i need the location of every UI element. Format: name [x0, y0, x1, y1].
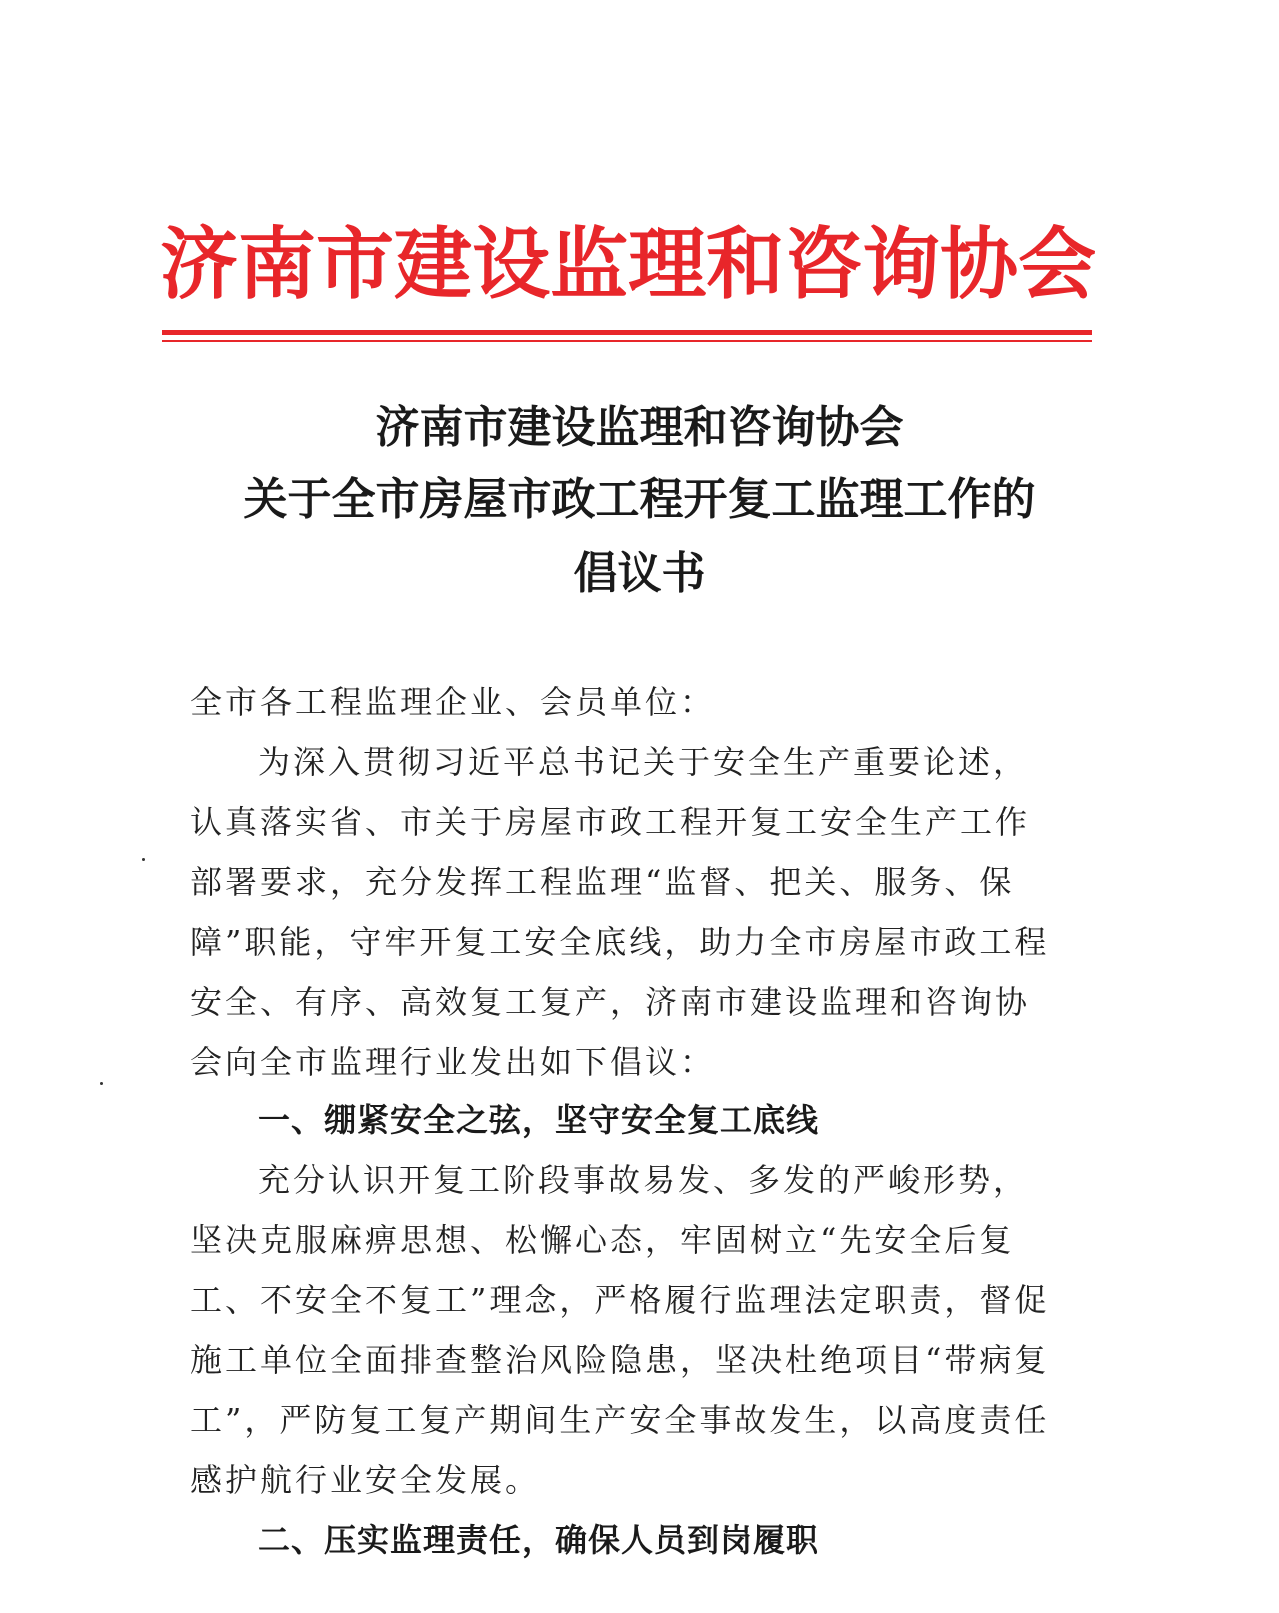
masthead-char: 监: [550, 219, 629, 310]
paragraph-intro: 为深入贯彻习近平总书记关于安全生产重要论述，认真落实省、市关于房屋市政工程开复工安全生产工作部署要求，充分发挥工程监理“监督、把关、服务、保障”职能，守牢开复工安全底线，助力全市房屋市政工程安全、有序、高效复工复产，济南市建设监理和咨询协会向全市监理行业发出如下倡议：: [190, 743, 1050, 1081]
masthead-char: 和: [706, 219, 785, 310]
paragraph-section-1: 充分认识开复工阶段事故易发、多发的严峻形势，坚决克服麻痹思想、松懈心态，牢固树立“先安全后复工、不安全不复工”理念，严格履行监理法定职责，督促施工单位全面排查整治风险隐患，坚决杜绝项目“带病复工”，严防复工复产期间生产安全事故发生，以高度责任感护航行业安全发展。: [190, 1161, 1050, 1499]
scan-speck: [100, 1082, 103, 1085]
masthead-char: 建: [394, 219, 473, 310]
masthead-char: 济: [160, 219, 239, 310]
masthead-char: 南: [238, 219, 317, 310]
document-title-line-2: 关于全市房屋市政工程开复工监理工作的: [243, 474, 1036, 525]
masthead-char: 会: [1018, 219, 1097, 310]
section-heading-1: 一、绷紧安全之弦，坚守安全复工底线: [258, 1101, 820, 1139]
masthead-char: 询: [862, 219, 941, 310]
masthead-divider-thick: [162, 330, 1092, 335]
masthead-char: 市: [316, 219, 395, 310]
section-heading-2: 二、压实监理责任，确保人员到岗履职: [258, 1521, 820, 1559]
document-title-line-3: 倡议书: [573, 548, 706, 599]
masthead-char: 设: [472, 219, 551, 310]
masthead-char: 协: [940, 219, 1019, 310]
masthead-divider-thin: [162, 340, 1092, 342]
masthead-char: 咨: [784, 219, 863, 310]
salutation: 全市各工程监理企业、会员单位：: [190, 683, 716, 721]
scan-speck: [142, 858, 145, 861]
masthead-char: 理: [628, 219, 707, 310]
masthead-org-name: [160, 215, 1095, 315]
document-title-line-1: 济南市建设监理和咨询协会: [375, 402, 904, 453]
